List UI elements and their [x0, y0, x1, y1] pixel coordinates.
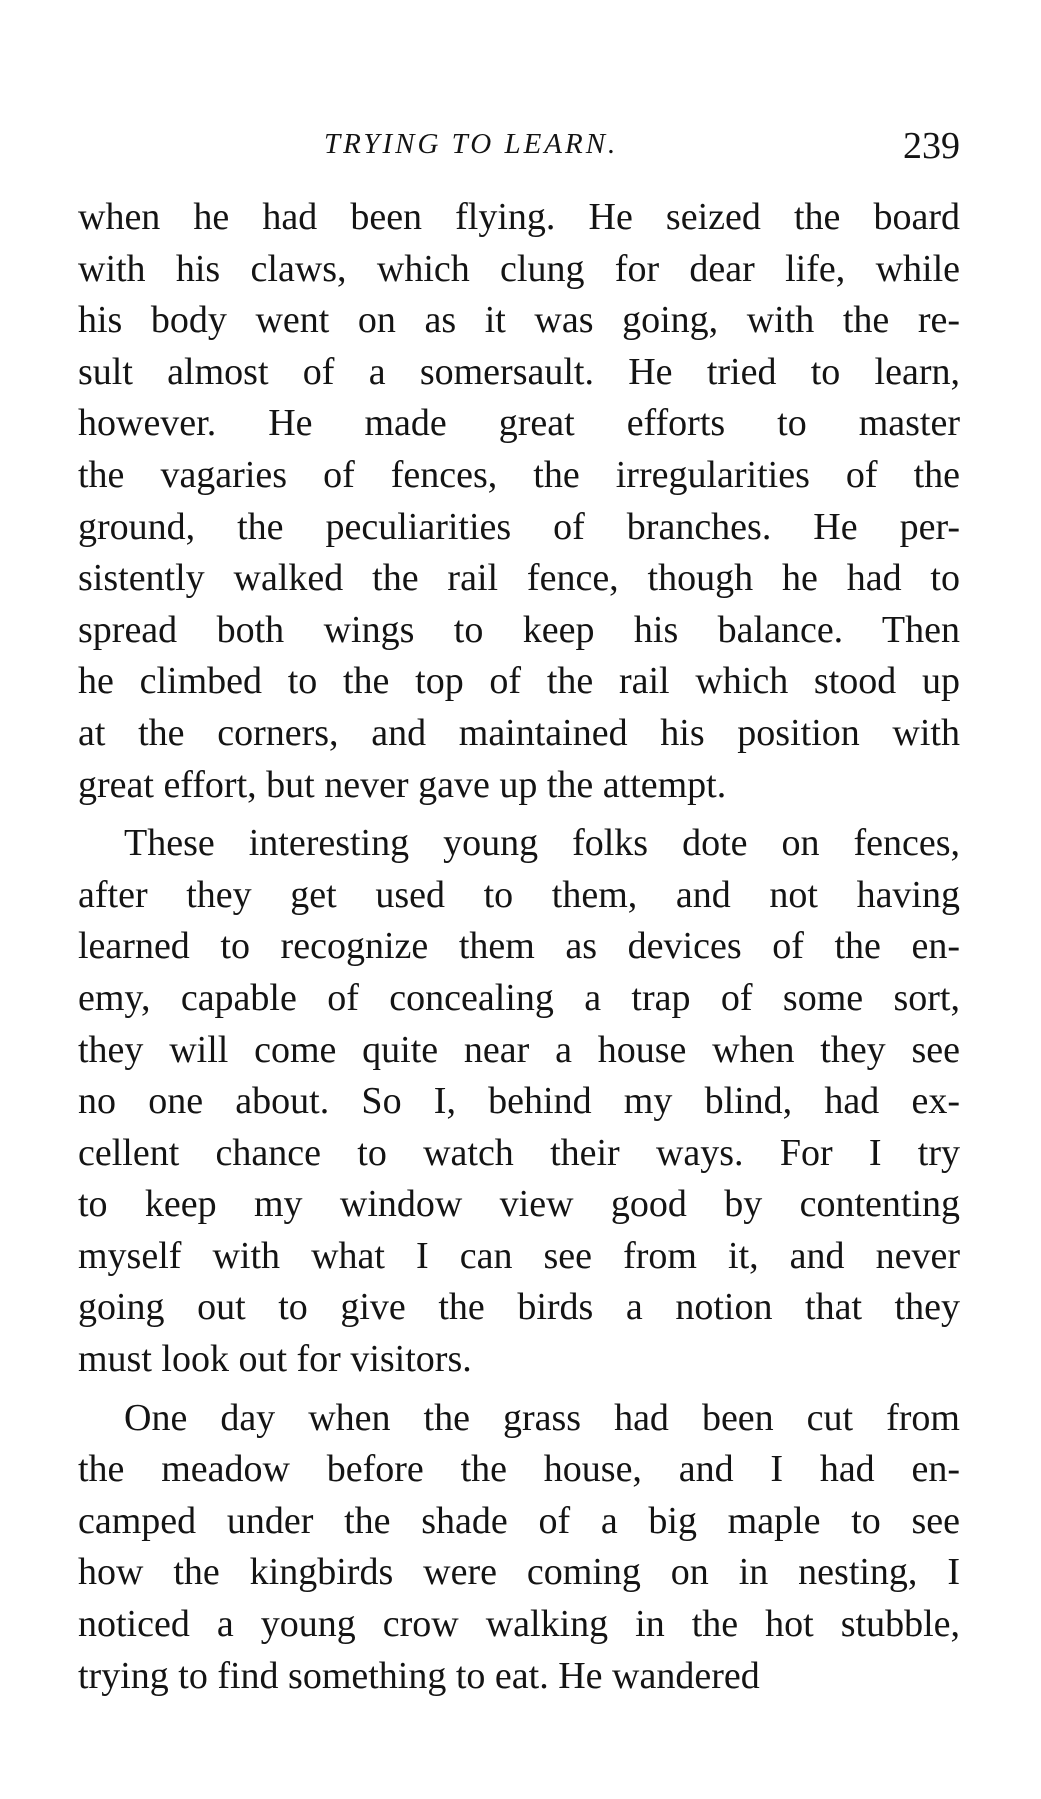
text-line: must look out for visitors.: [78, 1338, 472, 1381]
text-line: ground, the peculiarities of branches. He per-: [78, 505, 960, 548]
text-line: One day when the grass had been cut from: [124, 1396, 960, 1439]
text-line: how the kingbirds were coming on in nesting, I: [78, 1551, 960, 1594]
text-line: noticed a young crow walking in the hot stubble,: [78, 1603, 960, 1646]
paragraph: [78, 1393, 960, 1703]
page-number: 239: [903, 125, 960, 167]
text-line: cellent chance to watch their ways. For I try: [78, 1131, 960, 1174]
text-line: the vagaries of fences, the irregularities of the: [78, 453, 960, 496]
text-line: at the corners, and maintained his position with: [78, 711, 960, 754]
text-line: myself with what I can see from it, and never: [78, 1234, 960, 1277]
text-line: trying to find something to eat. He wandered: [78, 1654, 760, 1697]
book-page: [78, 0, 960, 1799]
text-line: going out to give the birds a notion that they: [78, 1286, 960, 1329]
text-line: the meadow before the house, and I had en-: [78, 1448, 960, 1491]
text-line: spread both wings to keep his balance. Then: [78, 608, 960, 651]
text-line: they will come quite near a house when they see: [78, 1028, 960, 1071]
text-line: learned to recognize them as devices of the en-: [78, 925, 960, 968]
text-line: when he had been flying. He seized the board: [78, 196, 960, 238]
text-line: no one about. So I, behind my blind, had ex-: [78, 1080, 960, 1123]
text-line: sult almost of a somersault. He tried to learn,: [78, 350, 960, 393]
running-head: [78, 125, 960, 172]
paragraph: [78, 818, 960, 1386]
text-line: camped under the shade of a big maple to see: [78, 1499, 960, 1542]
text-line: sistently walked the rail fence, though he had to: [78, 557, 960, 600]
text-line: he climbed to the top of the rail which stood up: [78, 660, 960, 703]
text-line: These interesting young folks dote on fences,: [124, 822, 960, 865]
running-title: TRYING TO LEARN.: [324, 128, 619, 160]
text-line: to keep my window view good by contenting: [78, 1183, 960, 1226]
text-line: with his claws, which clung for dear life, while: [78, 247, 960, 290]
paragraph: [78, 192, 960, 811]
text-line: emy, capable of concealing a trap of some sort,: [78, 976, 960, 1019]
body-text: [78, 192, 960, 1709]
text-line: great effort, but never gave up the attempt.: [78, 763, 727, 806]
text-line: after they get used to them, and not having: [78, 873, 960, 916]
text-line: however. He made great efforts to master: [78, 402, 960, 445]
text-line: his body went on as it was going, with the re-: [78, 299, 960, 342]
